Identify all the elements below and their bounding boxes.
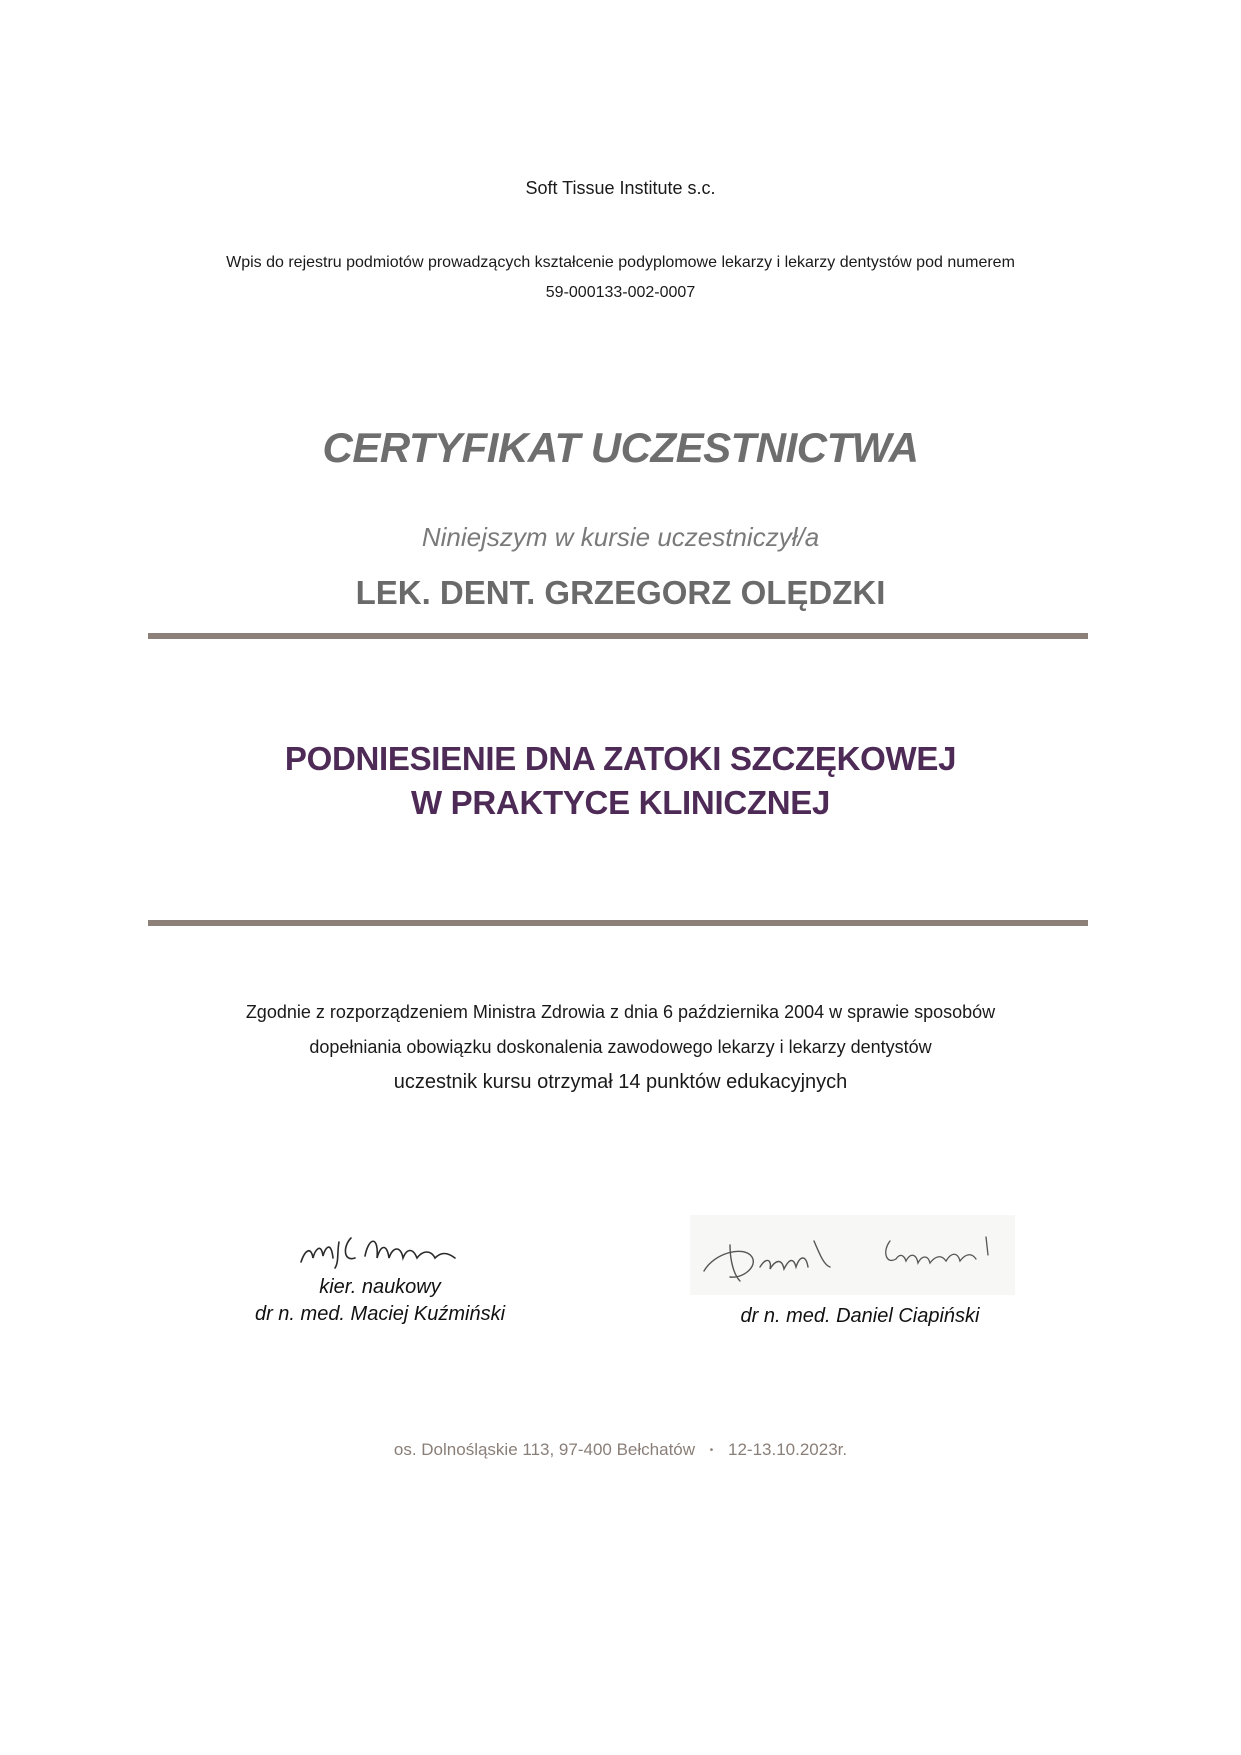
signature-block-right xyxy=(700,1305,1020,1328)
certificate-title: CERTYFIKAT UCZESTNICTWA xyxy=(322,424,919,471)
divider-top xyxy=(148,633,1088,639)
participant-name: LEK. DENT. GRZEGORZ OLĘDZKI xyxy=(355,574,886,611)
course-title-line-2: W PRAKTYCE KLINICZNEJ xyxy=(410,784,831,821)
footer-address: os. Dolnośląskie 113, 97-400 Bełchatów xyxy=(393,1440,696,1459)
registry-text: Wpis do rejestru podmiotów prowadzących kształcenie podyplomowe lekarzy i lekarzy dentystów pod numerem xyxy=(226,254,1015,271)
signatory-role: kier. naukowy xyxy=(319,1276,441,1298)
divider-bottom xyxy=(148,920,1088,926)
footer-dates: 12-13.10.2023r. xyxy=(728,1440,848,1459)
footer xyxy=(0,1440,1241,1460)
signatory-name-left: dr n. med. Maciej Kuźmiński xyxy=(254,1303,506,1325)
footer-separator: • xyxy=(709,1445,714,1457)
signature-block-left xyxy=(230,1228,530,1326)
legal-text-line-2: dopełniania obowiązku doskonalenia zawodowego lekarzy i lekarzy dentystów xyxy=(309,1037,932,1057)
certificate-intro: Niniejszym w kursie uczestniczył/a xyxy=(421,522,820,552)
course-title-line-1: PODNIESIENIE DNA ZATOKI SZCZĘKOWEJ xyxy=(284,740,957,777)
signatory-name-right: dr n. med. Daniel Ciapiński xyxy=(740,1305,980,1327)
legal-text-line-1: Zgodnie z rozporządzeniem Ministra Zdrowia z dnia 6 października 2004 w sprawie sposobów xyxy=(245,1002,996,1022)
education-points-text: uczestnik kursu otrzymał 14 punktów edukacyjnych xyxy=(393,1071,848,1093)
signature-right xyxy=(690,1215,1015,1295)
institute-name: Soft Tissue Institute s.c. xyxy=(525,178,716,198)
registry-number: 59-000133-002-0007 xyxy=(545,284,696,301)
